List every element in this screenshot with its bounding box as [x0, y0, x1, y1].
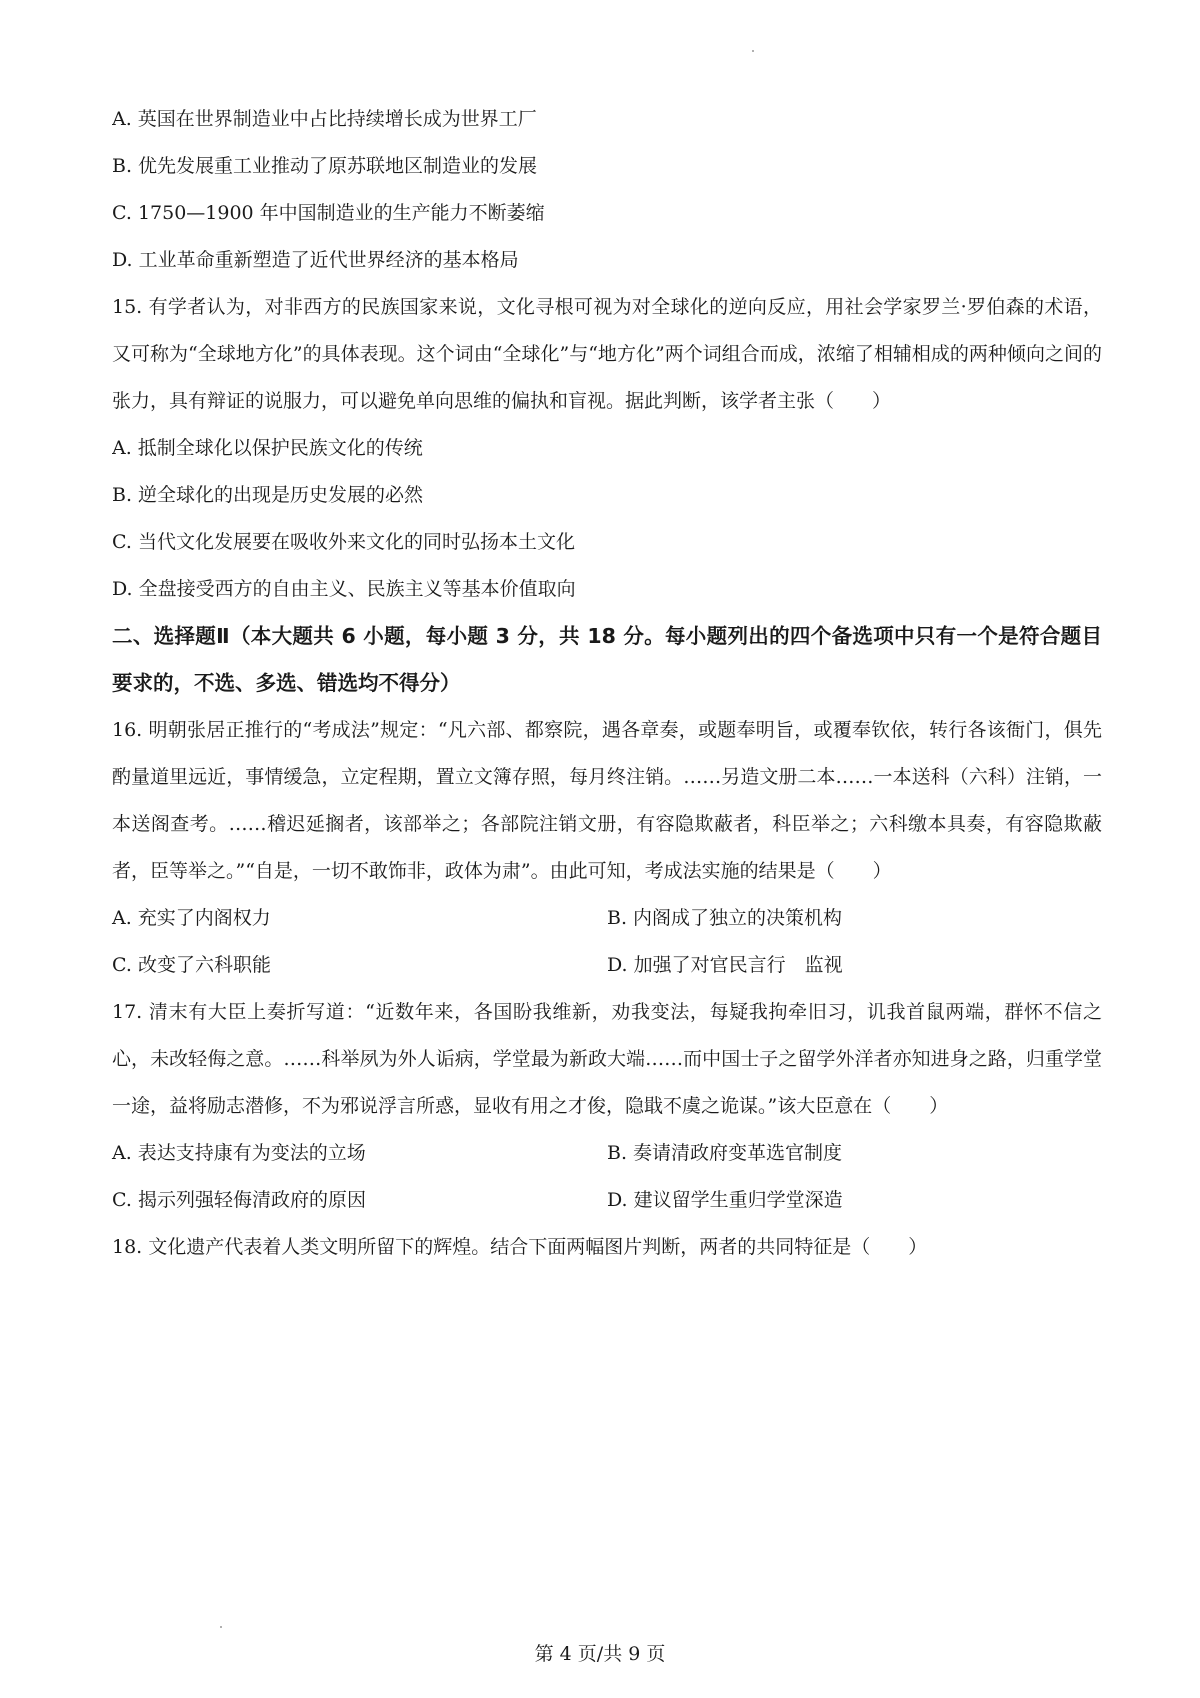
q16-option-b: B. 内阁成了独立的决策机构: [607, 907, 843, 929]
page-number: 第 4 页/共 9 页: [534, 1643, 666, 1665]
q16-options-row-1: [112, 895, 1102, 942]
q16-option-c: C. 改变了六科职能: [112, 954, 271, 976]
q14-option-c: C. 1750—1900 年中国制造业的生产能力不断萎缩: [112, 202, 545, 224]
q17-options-row-1: [112, 1130, 1102, 1177]
page-content: [112, 96, 1102, 1271]
q17-stem: 17. 清末有大臣上奏折写道：“近数年来，各国盼我维新，劝我变法，每疑我拘牵旧习，讥我首鼠两端，群怀不信之心，未改轻侮之意。……科举夙为外人诟病，学堂最为新政大端……而中国士子之留学外洋者亦知进身之路，归重学堂一途，益将励志潜修，不为邪说浮言所惑，显收有用之才俊，隐戢不虞之诡谋。”该大臣意在（ ）: [112, 1001, 1102, 1117]
q14-option-a: A. 英国在世界制造业中占比持续增长成为世界工厂: [112, 108, 537, 130]
q15-stem: 15. 有学者认为，对非西方的民族国家来说，文化寻根可视为对全球化的逆向反应，用社会学家罗兰·罗伯森的术语，又可称为“全球地方化”的具体表现。这个词由“全球化”与“地方化”两个词组合而成，浓缩了相辅相成的两种倾向之间的张力，具有辩证的说服力，可以避免单向思维的偏执和盲视。据此判断，该学者主张（ ）: [112, 296, 1102, 412]
q15-option-c: C. 当代文化发展要在吸收外来文化的同时弘扬本土文化: [112, 531, 575, 553]
q17-options-row-2: [112, 1177, 1102, 1224]
q16-option-d: D. 加强了对官民言行 监视: [607, 954, 843, 976]
q14-option-d: D. 工业革命重新塑造了近代世界经济的基本格局: [112, 249, 519, 271]
q17-option-a: A. 表达支持康有为变法的立场: [112, 1142, 366, 1164]
q17-option-c: C. 揭示列强轻侮清政府的原因: [112, 1189, 366, 1211]
q16-options-row-2: [112, 942, 1102, 989]
q15-option-a: A. 抵制全球化以保护民族文化的传统: [112, 437, 423, 459]
q16-stem: 16. 明朝张居正推行的“考成法”规定：“凡六部、都察院，遇各章奏，或题奉明旨，或覆奉钦依，转行各该衙门，俱先酌量道里远近，事情缓急，立定程期，置立文簿存照，每月终注销。……另造文册二本……一本送科（六科）注销，一本送阁查考。……稽迟延搁者，该部举之；各部院注销文册，有容隐欺蔽者，科臣举之；六科缴本具奏，有容隐欺蔽者，臣等举之。”“自是，一切不敢饰非，政体为肃”。由此可知，考成法实施的结果是（ ）: [112, 719, 1102, 882]
scan-speck: [220, 1626, 222, 1628]
q17-option-b: B. 奏请清政府变革选官制度: [607, 1142, 843, 1164]
q18-stem: 18. 文化遗产代表着人类文明所留下的辉煌。结合下面两幅图片判断，两者的共同特征是（ ）: [112, 1236, 928, 1258]
q17-option-d: D. 建议留学生重归学堂深造: [607, 1189, 843, 1211]
section-2-heading: 二、选择题Ⅱ（本大题共 6 小题，每小题 3 分，共 18 分。每小题列出的四个备选项中只有一个是符合题目要求的，不选、多选、错选均不得分）: [112, 624, 1102, 695]
scan-speck: [752, 50, 754, 52]
q15-option-d: D. 全盘接受西方的自由主义、民族主义等基本价值取向: [112, 578, 576, 600]
q14-option-b: B. 优先发展重工业推动了原苏联地区制造业的发展: [112, 155, 538, 177]
q16-option-a: A. 充实了内阁权力: [112, 907, 271, 929]
q15-option-b: B. 逆全球化的出现是历史发展的必然: [112, 484, 424, 506]
